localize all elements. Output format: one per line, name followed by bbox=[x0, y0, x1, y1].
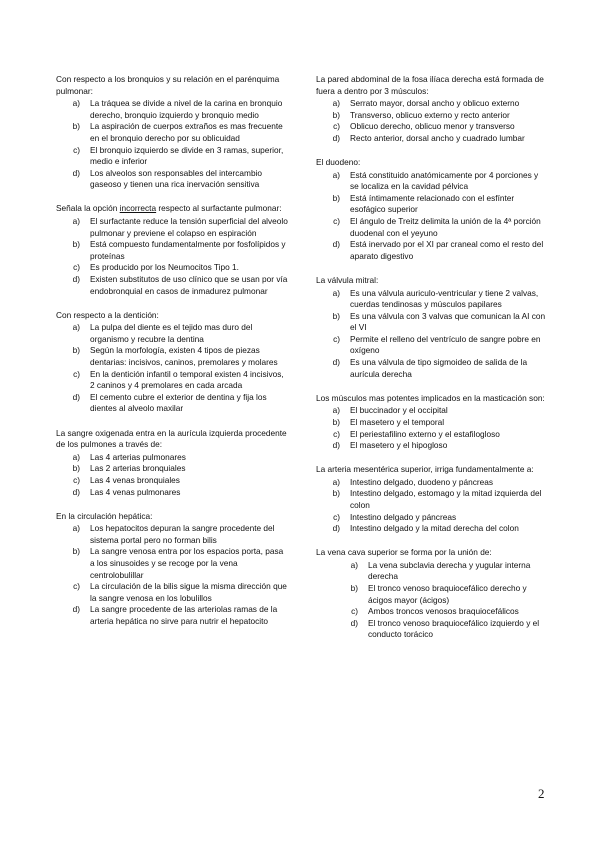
option-a bbox=[316, 560, 548, 583]
option-letter: a) bbox=[332, 405, 340, 416]
option-text: La sangre procedente de las arteriolas ramas de la arteria hepática no sirve para nutrir el hepatocito bbox=[90, 604, 278, 626]
option-letter: d) bbox=[332, 357, 340, 368]
option-text: Oblicuo derecho, oblicuo menor y transverso bbox=[350, 121, 515, 132]
option-letter: c) bbox=[73, 474, 80, 485]
option-text: El ángulo de Treitz delimita la unión de la 4ª porción duodenal con el yeyuno bbox=[350, 216, 541, 238]
option-text: Está inervado por el XI par craneal como el resto del aparato digestivo bbox=[350, 239, 544, 261]
option-d bbox=[316, 357, 548, 380]
option-text: Es producido por los Neumocitos Tipo 1. bbox=[90, 262, 239, 273]
option-c bbox=[316, 334, 548, 357]
option-text: El masetero y el hipogloso bbox=[350, 440, 448, 451]
question-circulacion-hepatica bbox=[56, 511, 288, 628]
option-d bbox=[56, 168, 288, 191]
question-surfactante bbox=[56, 203, 288, 297]
option-text: La pulpa del diente es el tejido mas duro del organismo y recubre la dentina bbox=[90, 322, 253, 344]
option-c bbox=[56, 262, 288, 274]
option-letter: a) bbox=[72, 523, 80, 534]
question-duodeno bbox=[316, 157, 548, 262]
option-letter: b) bbox=[72, 345, 80, 356]
option-letter: c) bbox=[333, 511, 340, 522]
option-a bbox=[56, 452, 288, 464]
option-text: El surfactante reduce la tensión superficial del alveolo pulmonar y previene el colapso en espiración bbox=[90, 216, 288, 238]
option-d bbox=[316, 133, 548, 145]
option-text: Intestino delgado y la mitad derecha del colon bbox=[350, 523, 519, 534]
question-title: Los músculos mas potentes implicados en la masticación son: bbox=[316, 392, 545, 403]
option-text: Las 4 arterias pulmonares bbox=[90, 451, 186, 462]
option-letter: d) bbox=[72, 167, 80, 178]
question-title: La vena cava superior se forma por la unión de: bbox=[316, 547, 492, 558]
option-letter: c) bbox=[351, 606, 358, 617]
option-d bbox=[56, 392, 288, 415]
option-letter: d) bbox=[332, 523, 340, 534]
option-text: Está compuesto fundamentalmente por fosfolípidos y proteínas bbox=[90, 239, 286, 261]
option-letter: a) bbox=[332, 98, 340, 109]
option-text: Es una válvula de tipo sigmoideo de salida de la aurícula derecha bbox=[350, 357, 528, 379]
option-text: Las 2 arterias bronquiales bbox=[90, 463, 186, 474]
option-letter: b) bbox=[72, 239, 80, 250]
question-mesenterica-superior bbox=[316, 464, 548, 535]
option-c bbox=[316, 429, 548, 441]
question-title: En la circulación hepática: bbox=[56, 510, 153, 521]
title-part: respecto al surfactante pulmonar: bbox=[156, 203, 282, 214]
option-text: Intestino delgado y páncreas bbox=[350, 511, 457, 522]
option-text: La sangre venosa entra por los espacios porta, pasa a los sinusoides y se recoge por la vena centrolobulillar bbox=[90, 546, 284, 580]
option-letter: c) bbox=[73, 262, 80, 273]
option-letter: d) bbox=[72, 486, 80, 497]
question-title: La sangre oxigenada entra en la aurícula izquierda procedente de los pulmones a través de: bbox=[56, 427, 287, 450]
option-letter: b) bbox=[72, 546, 80, 557]
question-title: El duodeno: bbox=[316, 157, 361, 168]
option-letter: b) bbox=[72, 121, 80, 132]
option-text: Transverso, oblicuo externo y recto anterior bbox=[350, 109, 510, 120]
option-letter: c) bbox=[73, 368, 80, 379]
option-letter: b) bbox=[332, 310, 340, 321]
option-letter: b) bbox=[332, 192, 340, 203]
option-letter: a) bbox=[72, 451, 80, 462]
option-d bbox=[56, 274, 288, 297]
option-text: Permite el relleno del ventrículo de sangre pobre en oxígeno bbox=[350, 333, 541, 356]
option-text: La vena subclavia derecha y yugular interna derecha bbox=[368, 559, 531, 582]
option-b bbox=[56, 546, 288, 581]
question-title: Con respecto a los bronquios y su relación en el parénquima pulmonar: bbox=[56, 74, 280, 96]
option-text: Es una válvula con 3 valvas que comunican la AI con el VI bbox=[350, 310, 546, 333]
option-b bbox=[316, 110, 548, 122]
option-letter: d) bbox=[72, 604, 80, 615]
option-text: El bronquio izquierdo se divide en 3 ramas, superior, medio e inferior bbox=[90, 144, 284, 167]
option-text: Ambos troncos venosos braquiocefálicos bbox=[368, 606, 519, 617]
option-letter: b) bbox=[72, 463, 80, 474]
option-letter: d) bbox=[332, 132, 340, 143]
option-text: Las 4 venas pulmonares bbox=[90, 486, 181, 497]
option-text: El masetero y el temporal bbox=[350, 416, 445, 427]
option-letter: a) bbox=[350, 559, 358, 570]
option-text: El periestafilino externo y el estafilogloso bbox=[350, 428, 500, 439]
option-a bbox=[316, 477, 548, 489]
option-a bbox=[56, 322, 288, 345]
option-letter: c) bbox=[333, 333, 340, 344]
option-b bbox=[56, 239, 288, 262]
option-c bbox=[316, 121, 548, 133]
option-b bbox=[56, 121, 288, 144]
title-underlined: incorrecta bbox=[119, 203, 157, 214]
option-text: El cemento cubre el exterior de dentina y fija los dientes al alveolo maxilar bbox=[90, 391, 267, 414]
option-d bbox=[316, 618, 548, 641]
option-c bbox=[316, 606, 548, 618]
option-b bbox=[316, 583, 548, 606]
question-vena-cava-superior bbox=[316, 547, 548, 641]
option-b bbox=[316, 417, 548, 429]
option-text: El tronco venoso braquiocefálico derecho y ácigos mayor (ácigos) bbox=[368, 583, 527, 605]
option-a bbox=[316, 170, 548, 193]
option-a bbox=[56, 98, 288, 121]
option-letter: c) bbox=[333, 121, 340, 132]
question-title: La válvula mitral: bbox=[316, 274, 379, 285]
option-letter: a) bbox=[72, 216, 80, 227]
option-text: Está constituido anatómicamente por 4 porciones y se localiza en la cavidad pélvica bbox=[350, 169, 539, 192]
option-letter: b) bbox=[350, 583, 358, 594]
option-text: La aspiración de cuerpos extraños es mas frecuente en el bronquio derecho por su oblicuidad bbox=[90, 121, 283, 143]
option-c bbox=[56, 369, 288, 392]
option-b bbox=[56, 345, 288, 368]
question-title: La arteria mesentérica superior, irriga fundamentalmente a: bbox=[316, 464, 534, 475]
option-text: Existen substitutos de uso clínico que se usan por vía endobronquial en casos de inmadurez pulmonar bbox=[90, 274, 288, 296]
option-letter: a) bbox=[72, 322, 80, 333]
option-d bbox=[56, 487, 288, 499]
option-a bbox=[56, 216, 288, 239]
option-letter: b) bbox=[332, 109, 340, 120]
option-letter: a) bbox=[72, 98, 80, 109]
question-denticion bbox=[56, 310, 288, 415]
option-letter: c) bbox=[333, 428, 340, 439]
title-part: Señala la opción bbox=[56, 203, 120, 214]
option-d bbox=[56, 604, 288, 627]
option-text: La circulación de la bilis sigue la misma dirección que la sangre venosa en los lobulillos bbox=[90, 581, 287, 603]
question-title: La pared abdominal de la fosa ilíaca derecha está formada de fuera a dentro por 3 músculos: bbox=[316, 74, 544, 96]
option-letter: d) bbox=[72, 391, 80, 402]
option-c bbox=[56, 581, 288, 604]
question-pared-abdominal bbox=[316, 74, 548, 145]
option-b bbox=[316, 311, 548, 334]
left-column bbox=[56, 74, 288, 640]
option-letter: d) bbox=[332, 239, 340, 250]
option-d bbox=[316, 239, 548, 262]
question-title: Con respecto a la dentición: bbox=[56, 309, 159, 320]
option-text: Los alveolos son responsables del intercambio gaseoso y tienen una rica inervación sensitiva bbox=[90, 167, 263, 190]
option-b bbox=[316, 193, 548, 216]
option-b bbox=[316, 488, 548, 511]
option-text: Es una válvula auriculo-ventricular y tiene 2 valvas, cuerdas tendinosas y músculos papilares bbox=[350, 287, 539, 310]
question-valvula-mitral bbox=[316, 275, 548, 380]
option-letter: c) bbox=[333, 216, 340, 227]
option-letter: c) bbox=[73, 144, 80, 155]
question-masticacion bbox=[316, 393, 548, 452]
option-letter: c) bbox=[73, 581, 80, 592]
option-d bbox=[316, 440, 548, 452]
option-d bbox=[316, 523, 548, 535]
option-text: Según la morfología, existen 4 tipos de piezas dentarias: incisivos, caninos, premolares y molares bbox=[90, 345, 278, 368]
question-bronquios bbox=[56, 74, 288, 191]
option-b bbox=[56, 463, 288, 475]
option-c bbox=[316, 512, 548, 524]
page-number: 2 bbox=[538, 786, 545, 801]
option-text: Está íntimamente relacionado con el esfínter esofágico superior bbox=[350, 192, 515, 215]
option-c bbox=[56, 145, 288, 168]
option-text: En la dentición infantil o temporal existen 4 incisivos, 2 caninos y 4 premolares en cada arcada bbox=[90, 368, 284, 391]
option-letter: d) bbox=[332, 440, 340, 451]
option-letter: b) bbox=[332, 416, 340, 427]
question-sangre-oxigenada bbox=[56, 428, 288, 499]
option-c bbox=[316, 216, 548, 239]
option-text: Intestino delgado, duodeno y páncreas bbox=[350, 476, 493, 487]
option-letter: a) bbox=[332, 287, 340, 298]
option-text: Los hepatocitos depuran la sangre procedente del sistema portal pero no forman bilis bbox=[90, 523, 275, 545]
option-letter: d) bbox=[72, 274, 80, 284]
option-text: Las 4 venas bronquiales bbox=[90, 474, 180, 485]
option-letter: d) bbox=[350, 617, 358, 628]
question-title bbox=[56, 203, 288, 215]
option-letter: a) bbox=[332, 476, 340, 487]
option-text: La tráquea se divide a nivel de la carina en bronquio derecho, bronquio izquierdo y bronquio medio bbox=[90, 98, 283, 120]
option-text: Serrato mayor, dorsal ancho y oblicuo externo bbox=[350, 98, 520, 109]
option-a bbox=[316, 288, 548, 311]
option-text: El tronco venoso braquiocefálico izquierdo y el conducto torácico bbox=[368, 617, 540, 640]
right-column bbox=[316, 74, 548, 654]
option-c bbox=[56, 475, 288, 487]
option-text: Intestino delgado, estomago y la mitad izquierda del colon bbox=[350, 488, 542, 510]
option-letter: b) bbox=[332, 488, 340, 499]
option-a bbox=[316, 405, 548, 417]
option-a bbox=[316, 98, 548, 110]
option-letter: a) bbox=[332, 169, 340, 180]
option-text: El buccinador y el occipital bbox=[350, 405, 448, 416]
option-a bbox=[56, 523, 288, 546]
option-text: Recto anterior, dorsal ancho y cuadrado lumbar bbox=[350, 132, 525, 143]
